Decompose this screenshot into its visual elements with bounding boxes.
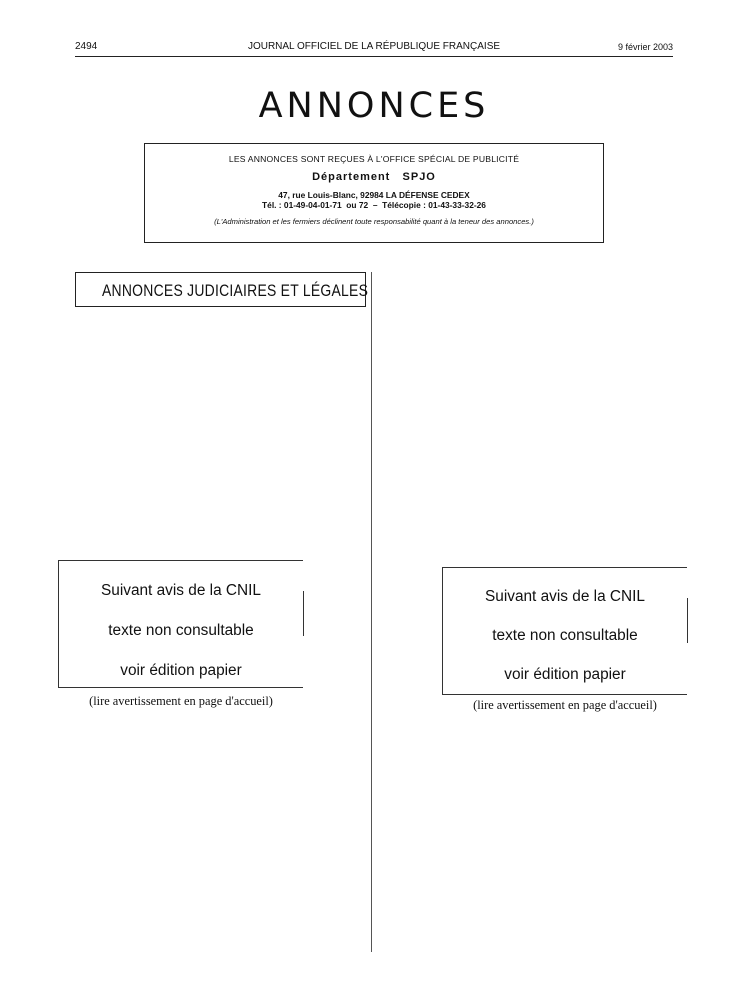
- section-heading-box: [75, 272, 369, 307]
- notice-note: (lire avertissement en page d'accueil): [473, 698, 657, 712]
- notice-line-1: Suivant avis de la CNIL: [485, 588, 645, 605]
- notice-line-3: voir édition papier: [120, 662, 242, 679]
- notice-line-3: voir édition papier: [504, 666, 626, 683]
- spjo-department: Département SPJO: [312, 171, 436, 183]
- page-number: 2494: [75, 41, 98, 52]
- cnil-notice-left: [58, 560, 303, 708]
- header-rule: [75, 56, 673, 57]
- column-divider: [371, 272, 372, 952]
- notice-side-rule: [687, 598, 688, 643]
- spjo-phone: Tél. : 01-49-04-01-71 ou 72 – Télécopie : 01-43-33-32-26: [262, 200, 486, 210]
- notice-line-2: texte non consultable: [108, 622, 254, 639]
- notice-side-rule: [303, 591, 304, 636]
- section-heading: ANNONCES JUDICIAIRES ET LÉGALES: [102, 281, 369, 300]
- notice-line-2: texte non consultable: [492, 627, 638, 644]
- notice-note: (lire avertissement en page d'accueil): [89, 694, 273, 708]
- notice-line-1: Suivant avis de la CNIL: [101, 582, 261, 599]
- spjo-intro: LES ANNONCES SONT REÇUES À L'OFFICE SPÉCIAL DE PUBLICITÉ: [228, 154, 520, 164]
- page-title: ANNONCES: [258, 86, 490, 126]
- journal-title: JOURNAL OFFICIEL DE LA RÉPUBLIQUE FRANÇAISE: [247, 41, 501, 52]
- spjo-address: 47, rue Louis-Blanc, 92984 LA DÉFENSE CEDEX: [278, 190, 470, 200]
- cnil-notice-right: [442, 567, 687, 712]
- spjo-disclaimer: (L'Administration et les fermiers déclinent toute responsabilité quant à la teneur des annonces.): [214, 217, 534, 226]
- issue-date: 9 février 2003: [617, 42, 673, 52]
- spjo-info-box: [144, 143, 604, 243]
- section-underline: [75, 306, 365, 307]
